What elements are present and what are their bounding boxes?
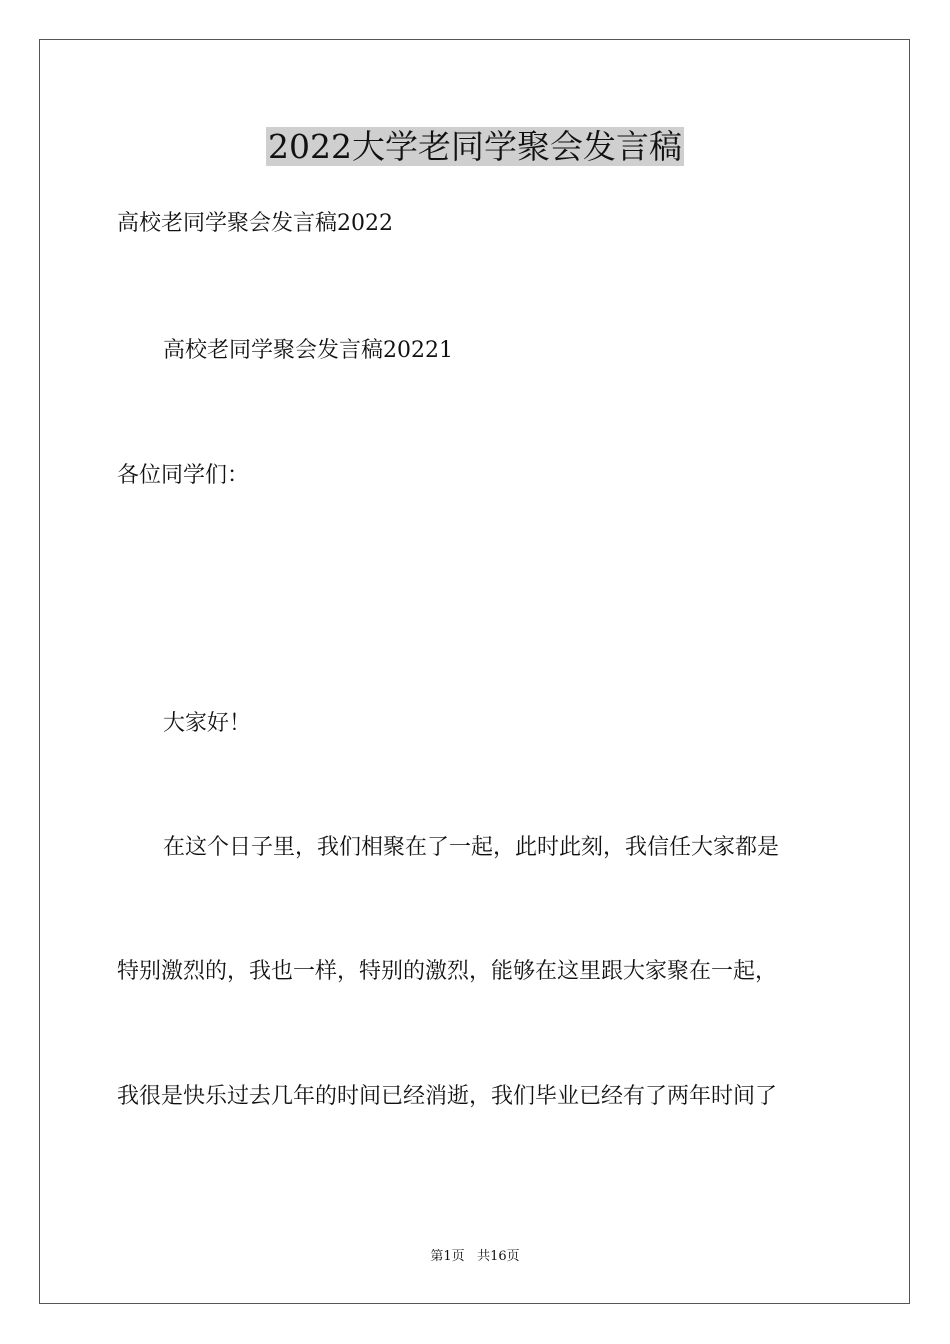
greeting: 大家好！ — [163, 711, 252, 736]
paragraph-line: 特别激烈的，我也一样，特别的激烈，能够在这里跟大家聚在一起， — [117, 959, 778, 984]
section-heading: 高校老同学聚会发言稿20221 — [163, 338, 453, 363]
paragraph-line: 在这个日子里，我们相聚在了一起，此时此刻，我信任大家都是 — [163, 835, 780, 860]
page-total: 共16页 — [477, 1249, 520, 1264]
document-subtitle: 高校老同学聚会发言稿2022 — [117, 211, 393, 236]
paragraph-line: 我很是快乐过去几年的时间已经消逝，我们毕业已经有了两年时间了 — [117, 1084, 778, 1109]
page-footer — [0, 1248, 950, 1266]
page-number: 第1页 — [430, 1249, 465, 1264]
document-title-text: 2022大学老同学聚会发言稿 — [268, 127, 682, 166]
salutation: 各位同学们： — [117, 463, 250, 488]
document-title — [0, 125, 950, 169]
